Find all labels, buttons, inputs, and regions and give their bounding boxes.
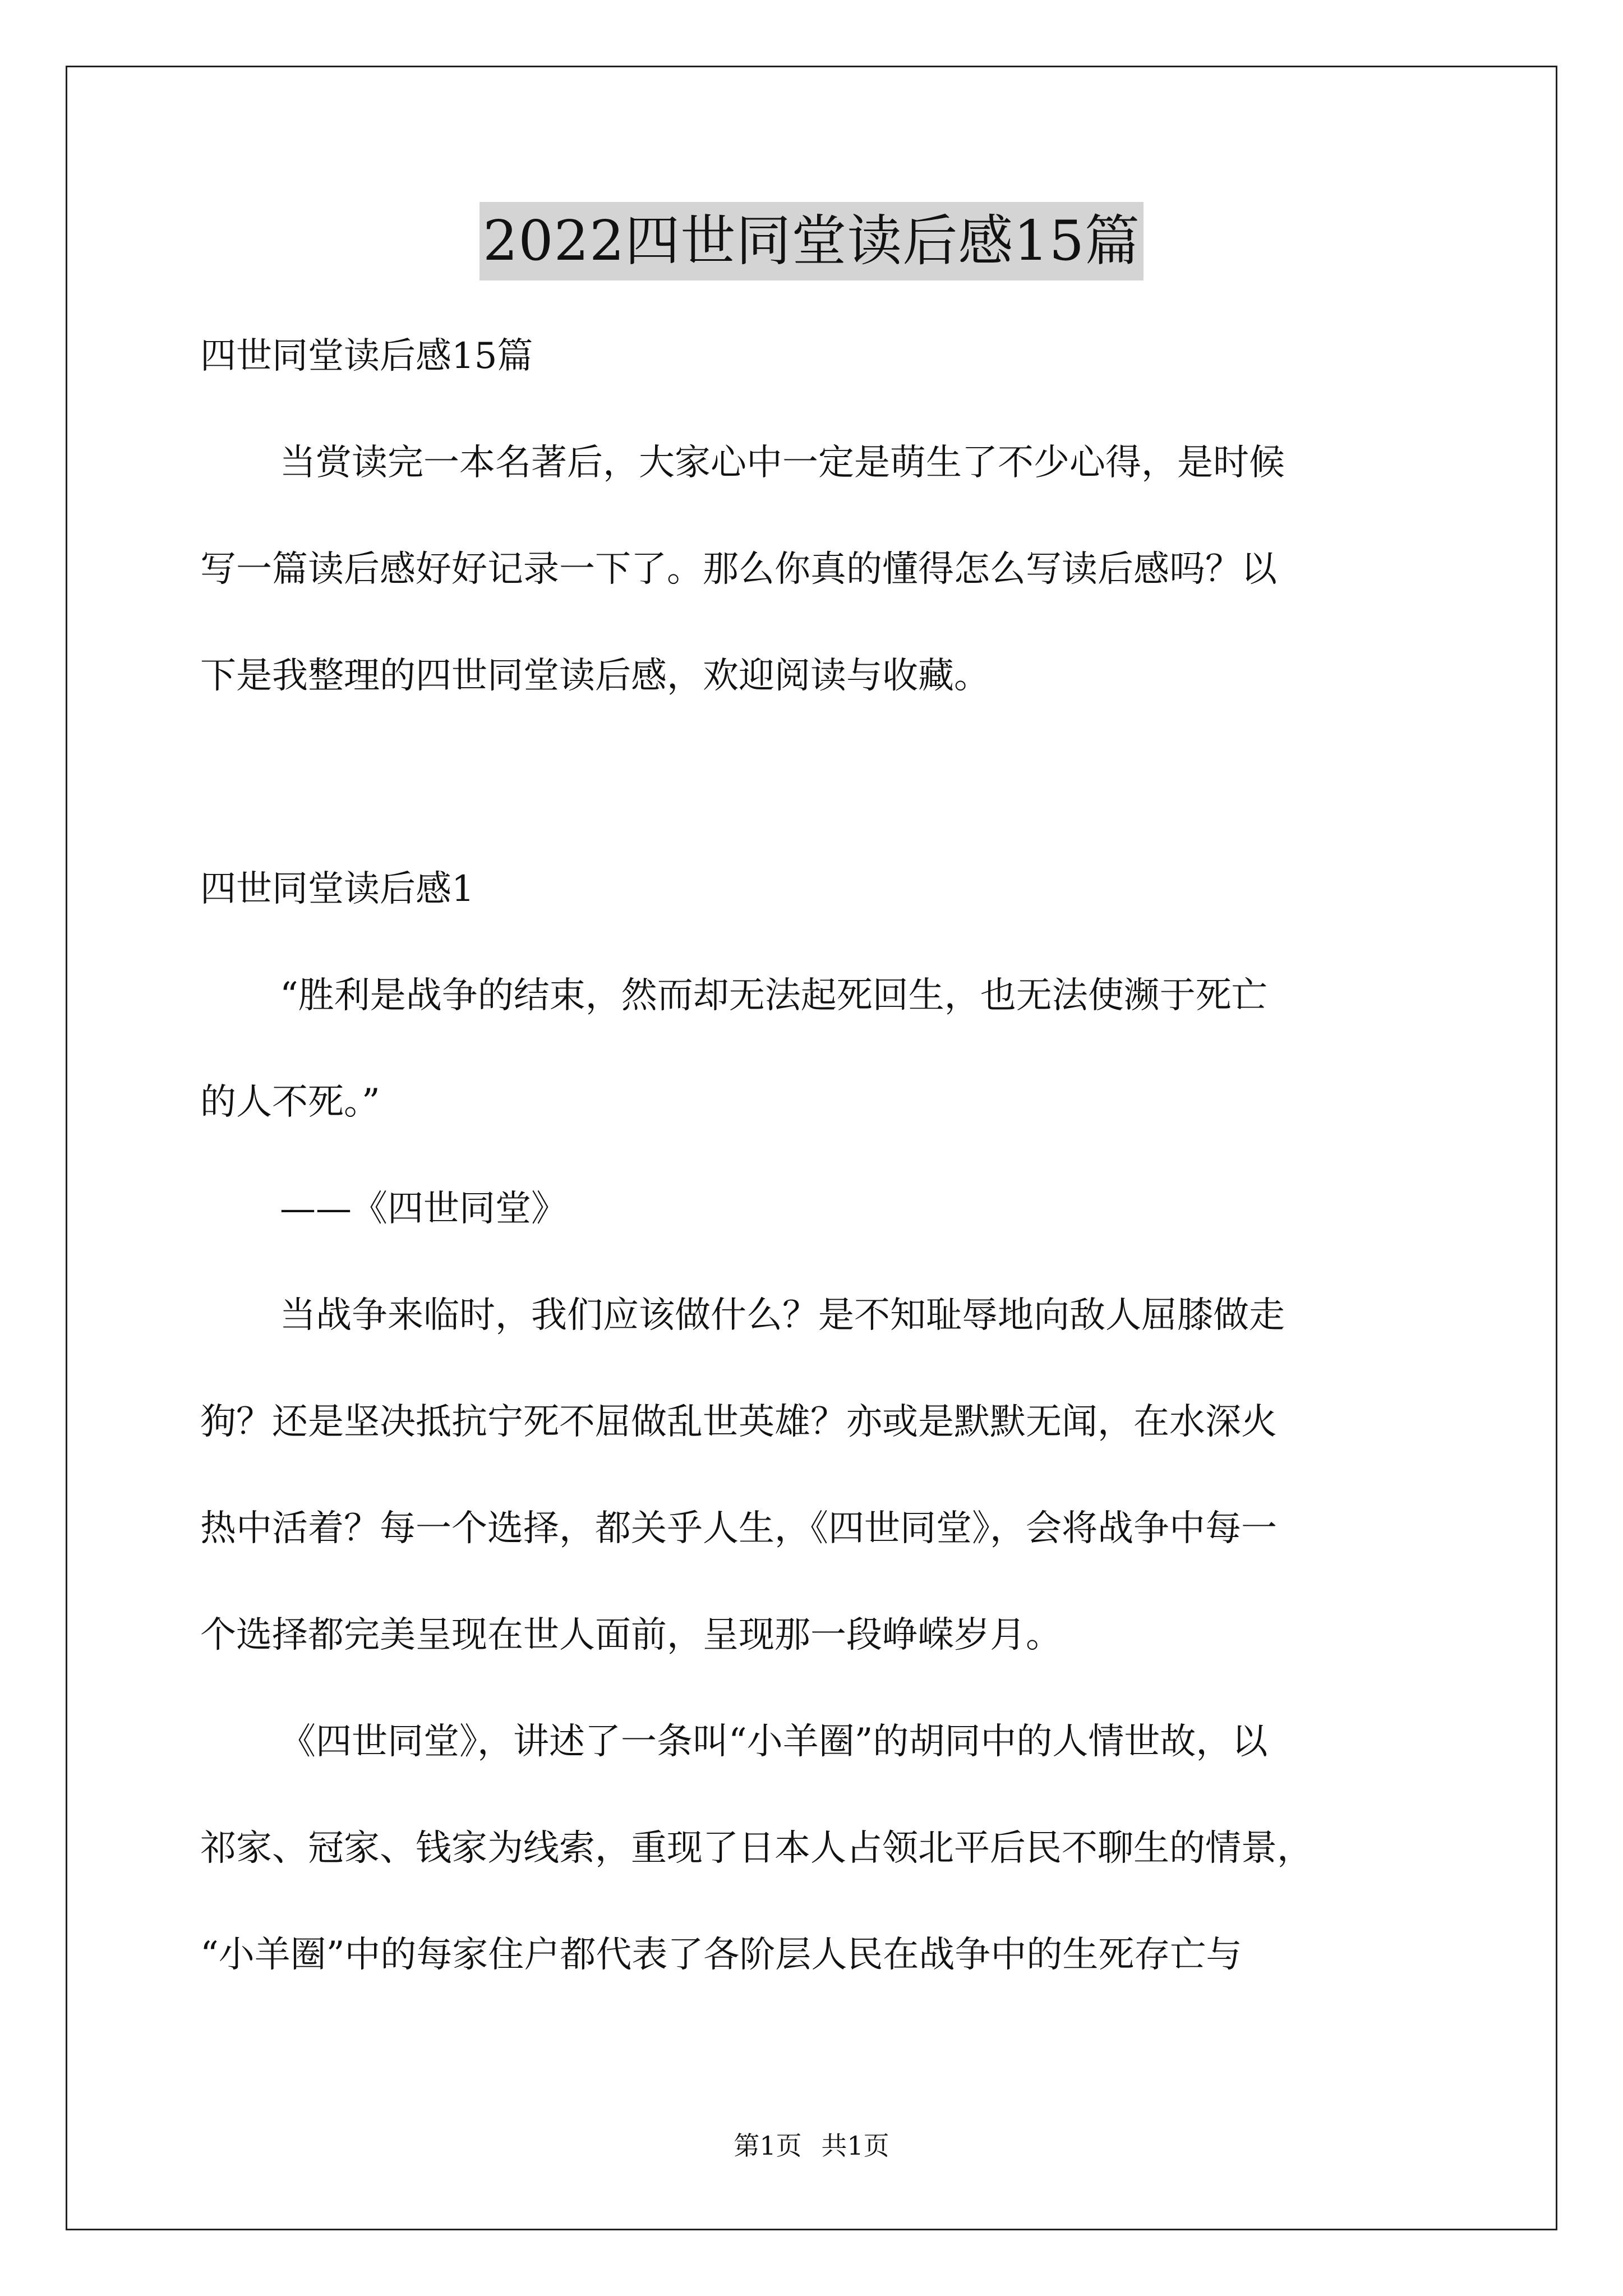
paragraph-line: “小羊圈”中的每家住户都代表了各阶层人民在战争中的生死存亡与 — [200, 1934, 1242, 1976]
quote-source: ——《四世同堂》 — [280, 1188, 567, 1230]
paragraph-line: 《四世同堂》，讲述了一条叫“小羊圈”的胡同中的人情世故，以 — [280, 1721, 1268, 1763]
page-number: 第1页 — [734, 2131, 802, 2161]
paragraph-line: 狗？还是坚决抵抗宁死不屈做乱世英雄？亦或是默默无闻，在水深火 — [200, 1401, 1277, 1443]
paragraph-line: 当赏读完一本名著后，大家心中一定是萌生了不少心得，是时候 — [280, 442, 1285, 484]
title-container — [0, 202, 1623, 280]
document-title: 2022四世同堂读后感15篇 — [479, 202, 1144, 280]
document-body — [200, 303, 1434, 2008]
quote-line: “胜利是战争的结束，然而却无法起死回生，也无法使濒于死亡 — [280, 975, 1267, 1016]
paragraph-line: 下是我整理的四世同堂读后感，欢迎阅读与收藏。 — [200, 655, 990, 697]
subtitle-line: 四世同堂读后感15篇 — [200, 335, 533, 377]
section-heading: 四世同堂读后感1 — [200, 868, 474, 910]
blank-line — [200, 729, 1434, 836]
paragraph-line: 个选择都完美呈现在世人面前，呈现那一段峥嵘岁月。 — [200, 1614, 1062, 1656]
paragraph-line: 热中活着？每一个选择，都关乎人生，《四世同堂》，会将战争中每一 — [200, 1508, 1277, 1549]
paragraph-line: 写一篇读后感好好记录一下了。那么你真的懂得怎么写读后感吗？以 — [200, 549, 1277, 590]
paragraph-line: 祁家、冠家、钱家为线索，重现了日本人占领北平后民不聊生的情景， — [200, 1828, 1313, 1869]
quote-line: 的人不死。” — [200, 1082, 380, 1123]
page-footer — [0, 2129, 1623, 2162]
paragraph-line: 当战争来临时，我们应该做什么？是不知耻辱地向敌人屈膝做走 — [280, 1295, 1285, 1336]
page-total: 共1页 — [821, 2131, 889, 2161]
